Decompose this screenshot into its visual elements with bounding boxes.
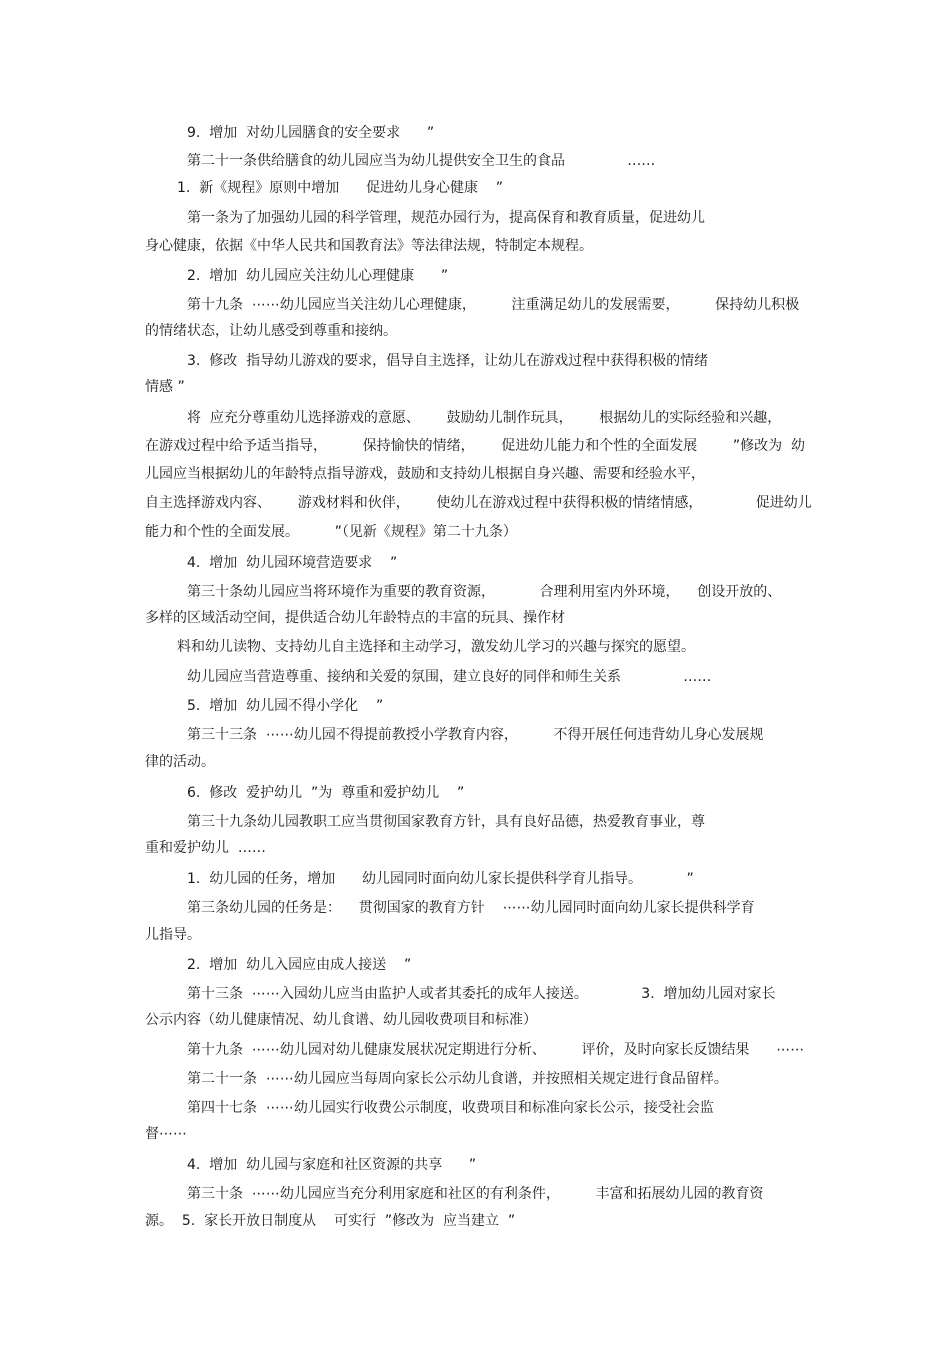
text-line: 律的活动。	[145, 754, 215, 770]
text-line: 情感 ”	[145, 379, 185, 395]
text-line: 第一条为了加强幼儿园的科学管理，规范办园行为，提高保育和教育质量，促进幼儿	[187, 210, 705, 226]
text-line: 能力和个性的全面发展。 ”（见新《规程》第二十九条）	[145, 524, 517, 540]
text-line: 5. 增加 幼儿园不得小学化 ”	[187, 698, 384, 714]
text-line: 料和幼儿读物、支持幼儿自主选择和主动学习，激发幼儿学习的兴趣与探究的愿望。	[177, 639, 695, 655]
text-line: 9. 增加 对幼儿园膳食的安全要求 ”	[187, 125, 435, 141]
text-line: 的情绪状态，让幼儿感受到尊重和接纳。	[145, 323, 397, 339]
text-line: 第四十七条 ⋯⋯幼儿园实行收费公示制度，收费项目和标准向家长公示，接受社会监	[187, 1100, 714, 1116]
text-line: 在游戏过程中给予适当指导， 保持愉快的情绪， 促进幼儿能力和个性的全面发展 ”修改为 幼	[145, 438, 806, 454]
text-line: 公示内容（幼儿健康情况、幼儿食谱、幼儿园收费项目和标准）	[145, 1012, 537, 1028]
text-line: 第三十条 ⋯⋯幼儿园应当充分利用家庭和社区的有利条件， 丰富和拓展幼儿园的教育资	[187, 1186, 764, 1202]
text-line: 重和爱护幼儿 ……	[145, 840, 266, 856]
text-line: 6. 修改 爱护幼儿 ”为 尊重和爱护幼儿 ”	[187, 785, 465, 801]
text-line: 3. 修改 指导幼儿游戏的要求，倡导自主选择，让幼儿在游戏过程中获得积极的情绪	[187, 353, 709, 369]
text-line: 1. 幼儿园的任务，增加 幼儿园同时面向幼儿家长提供科学育儿指导。 ”	[187, 871, 694, 887]
text-line: 多样的区域活动空间，提供适合幼儿年龄特点的丰富的玩具、操作材	[145, 610, 565, 626]
text-line: 儿指导。	[145, 927, 201, 943]
text-line: 1. 新《规程》原则中增加 促进幼儿身心健康 ”	[177, 180, 504, 196]
text-line: 2. 增加 幼儿园应关注幼儿心理健康 ”	[187, 268, 449, 284]
text-line: 第三条幼儿园的任务是： 贯彻国家的教育方针 ⋯⋯幼儿园同时面向幼儿家长提供科学育	[187, 900, 755, 916]
text-line: 4. 增加 幼儿园与家庭和社区资源的共享 ”	[187, 1157, 477, 1173]
text-line: 源。 5. 家长开放日制度从 可实行 ”修改为 应当建立 ”	[145, 1213, 516, 1229]
text-line: 将 应充分尊重幼儿选择游戏的意愿、 鼓励幼儿制作玩具， 根据幼儿的实际经验和兴趣，	[187, 410, 782, 426]
text-line: 第十九条 ⋯⋯幼儿园应当关注幼儿心理健康， 注重满足幼儿的发展需要， 保持幼儿积极	[187, 297, 800, 313]
text-line: 4. 增加 幼儿园环境营造要求 ”	[187, 555, 398, 571]
text-line: 幼儿园应当营造尊重、接纳和关爱的氛围，建立良好的同伴和师生关系 ……	[187, 669, 712, 685]
text-line: 第三十条幼儿园应当将环境作为重要的教育资源， 合理利用室内外环境， 创设开放的、	[187, 584, 782, 600]
text-line: 第十三条 ⋯⋯入园幼儿应当由监护人或者其委托的成年人接送。 3. 增加幼儿园对家长	[187, 986, 776, 1002]
text-line: 身心健康，依据《中华人民共和国教育法》等法律法规，特制定本规程。	[145, 238, 593, 254]
text-line: 第十九条 ⋯⋯幼儿园对幼儿健康发展状况定期进行分析、 评价，及时向家长反馈结果 ⋯⋯	[187, 1042, 805, 1058]
text-line: 第三十九条幼儿园教职工应当贯彻国家教育方针，具有良好品德，热爱教育事业，尊	[187, 814, 705, 830]
text-line: 第二十一条供给膳食的幼儿园应当为幼儿提供安全卫生的食品 ……	[187, 153, 656, 169]
text-line: 儿园应当根据幼儿的年龄特点指导游戏，鼓励和支持幼儿根据自身兴趣、需要和经验水平，	[145, 466, 705, 482]
text-line: 自主选择游戏内容、 游戏材料和伙伴， 使幼儿在游戏过程中获得积极的情绪情感， 促进幼儿	[145, 495, 812, 511]
text-line: 第二十一条 ⋯⋯幼儿园应当每周向家长公示幼儿食谱，并按照相关规定进行食品留样。	[187, 1071, 728, 1087]
text-line: 2. 增加 幼儿入园应由成人接送 ”	[187, 957, 412, 973]
text-line: 第三十三条 ⋯⋯幼儿园不得提前教授小学教育内容， 不得开展任何违背幼儿身心发展规	[187, 727, 764, 743]
text-line: 督⋯⋯	[145, 1126, 187, 1142]
